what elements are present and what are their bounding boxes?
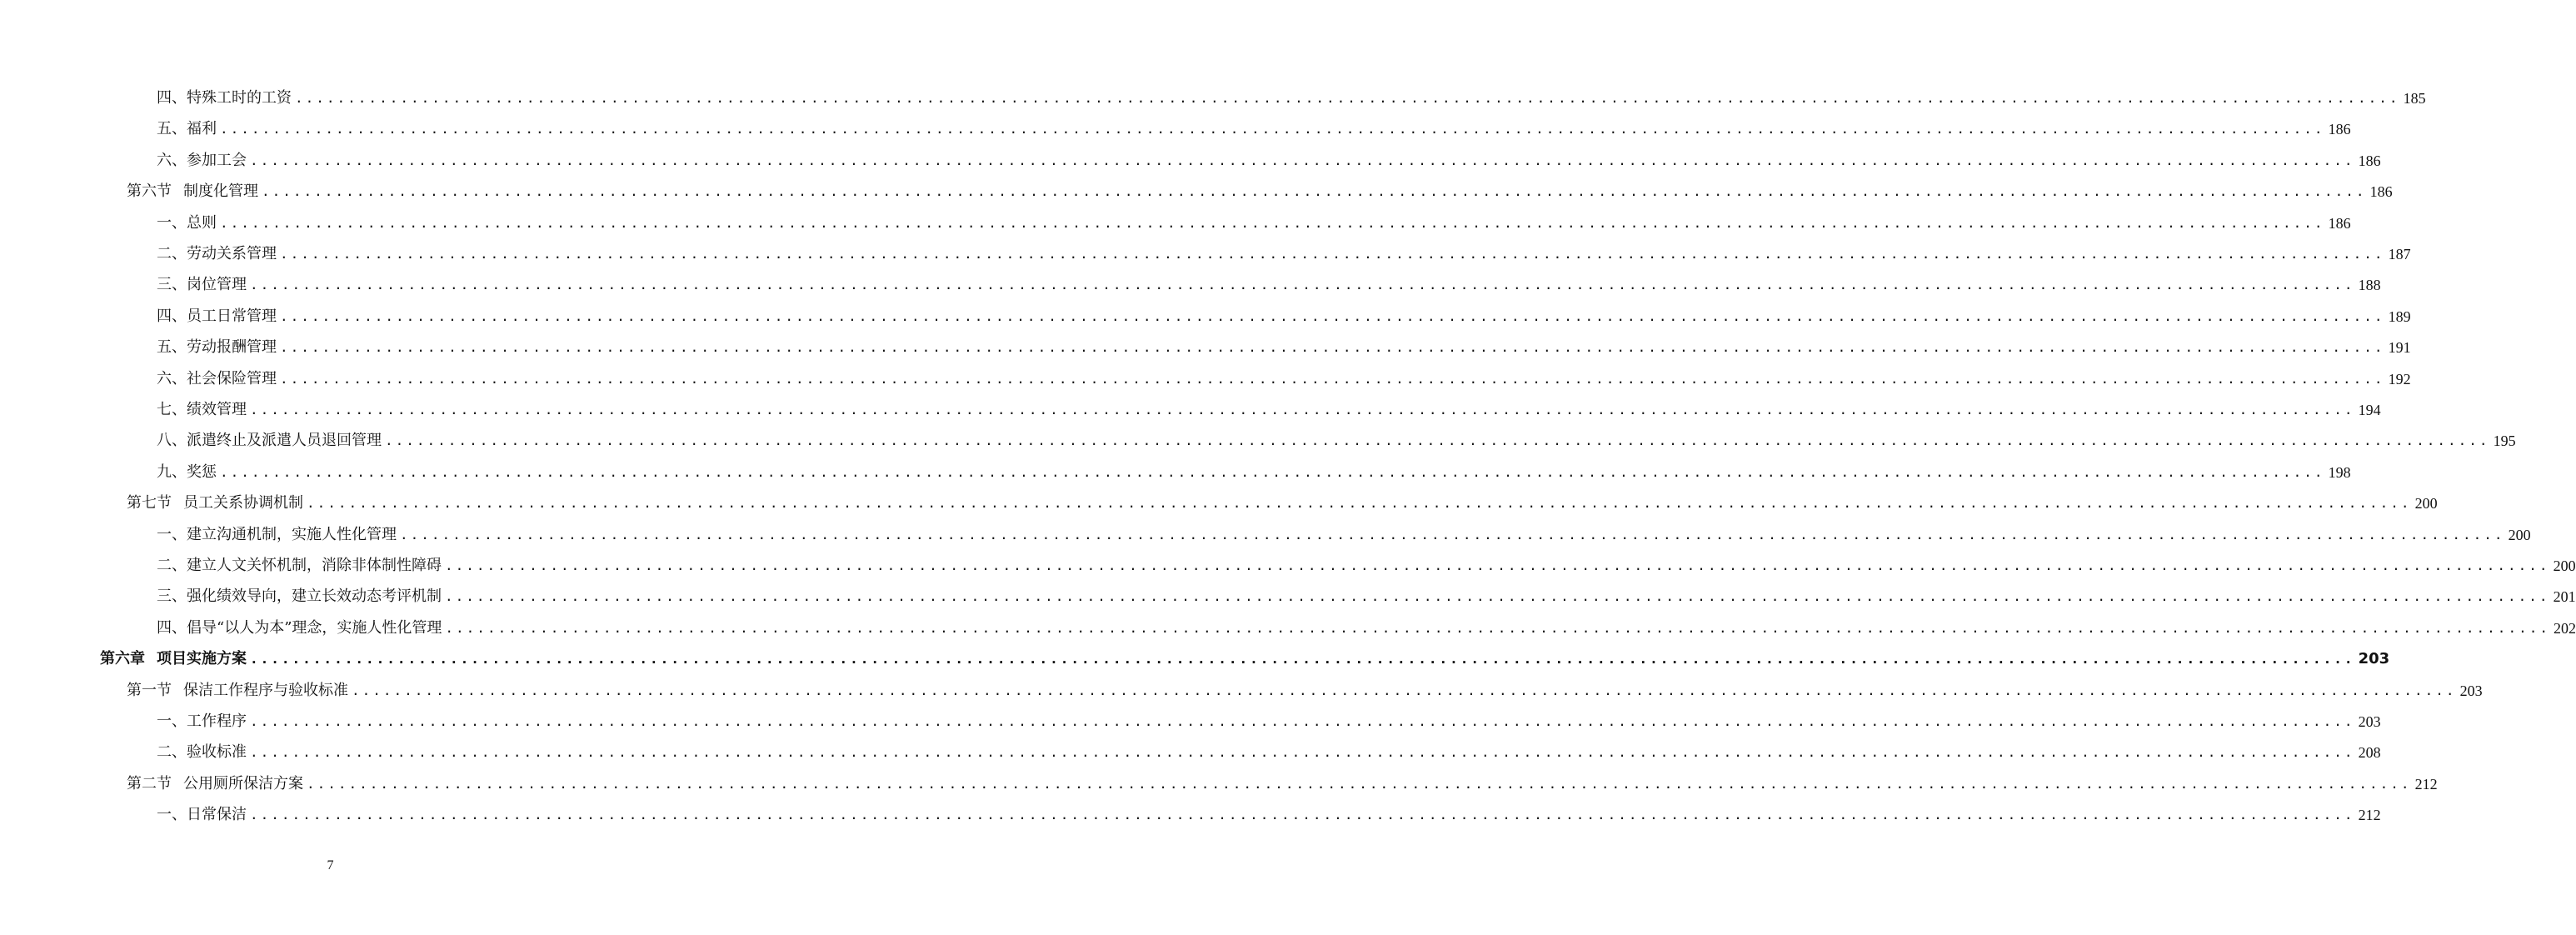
toc-entry-page-number: 198 xyxy=(2328,463,2351,481)
dot-leader: ........................................................................................................................................................................................................ xyxy=(250,744,2355,761)
toc-entry-page-number: 186 xyxy=(2328,214,2351,232)
dot-leader: ........................................................................................................................................................................................................ xyxy=(400,526,2505,542)
toc-item-row[interactable] xyxy=(157,210,2351,237)
toc-entry-label: 六、社会保险管理 xyxy=(157,369,277,388)
toc-entry-prefix: 第一节 xyxy=(127,681,172,699)
toc-entry-label: 制度化管理 xyxy=(183,182,258,201)
dot-leader: ........................................................................................................................................................................................................ xyxy=(250,651,2355,668)
toc-entry-page-number: 208 xyxy=(2358,744,2381,762)
toc-item-row[interactable] xyxy=(157,272,2381,298)
toc-item-row[interactable] xyxy=(157,708,2381,735)
toc-entry-prefix: 第六节 xyxy=(127,182,172,201)
toc-entry-title xyxy=(127,490,303,517)
toc-entry-label: 三、强化绩效导向，建立长效动态考评机制 xyxy=(157,588,442,606)
toc-entry-title xyxy=(157,552,442,579)
toc-entry-title xyxy=(157,241,277,268)
toc-item-row[interactable] xyxy=(157,583,2576,610)
toc-item-row[interactable] xyxy=(157,303,2411,330)
toc-entry-title xyxy=(157,397,247,423)
toc-entry-title xyxy=(157,615,442,642)
toc-entry-page-number: 212 xyxy=(2358,807,2381,824)
toc-entry-label: 六、参加工会 xyxy=(157,151,247,169)
dot-leader: ........................................................................................................................................................................................................ xyxy=(250,807,2355,823)
toc-item-row[interactable] xyxy=(157,428,2516,454)
dot-leader: ........................................................................................................................................................................................................ xyxy=(262,183,2367,200)
toc-entry-title xyxy=(127,678,348,704)
toc-entry-label: 公用厕所保洁方案 xyxy=(183,774,303,792)
toc-entry-label: 七、绩效管理 xyxy=(157,401,247,418)
toc-entry-page-number: 194 xyxy=(2358,402,2381,418)
toc-entry-page-number: 186 xyxy=(2328,121,2351,138)
dot-leader: ........................................................................................................................................................................................................ xyxy=(250,402,2355,418)
dot-leader: ........................................................................................................................................................................................................ xyxy=(445,619,2550,636)
dot-leader: ........................................................................................................................................................................................................ xyxy=(280,246,2385,262)
toc-entry-title xyxy=(157,210,217,237)
toc-item-row[interactable] xyxy=(157,366,2411,392)
page-number: 7 xyxy=(327,858,334,872)
toc-item-row[interactable] xyxy=(157,802,2381,828)
toc-entry-title xyxy=(157,272,247,298)
toc-entry-label: 四、特殊工时的工资 xyxy=(157,89,292,107)
toc-section-row[interactable] xyxy=(127,178,2393,205)
toc-entry-page-number: 186 xyxy=(2369,183,2393,201)
toc-item-row[interactable] xyxy=(157,334,2411,361)
dot-leader: ........................................................................................................................................................................................................ xyxy=(280,370,2385,387)
toc-entry-title xyxy=(157,522,397,548)
toc-entry-label: 二、验收标准 xyxy=(157,743,247,762)
toc-item-row[interactable] xyxy=(157,397,2381,423)
toc-item-row[interactable] xyxy=(157,615,2576,642)
toc-item-row[interactable] xyxy=(157,459,2351,486)
toc-entry-page-number: 189 xyxy=(2388,308,2411,325)
toc-entry-label: 八、派遣终止及派遣人员退回管理 xyxy=(157,432,382,450)
toc-entry-title xyxy=(157,148,247,174)
toc-entry-page-number: 186 xyxy=(2358,152,2381,169)
toc-item-row[interactable] xyxy=(157,552,2576,579)
toc-entry-title xyxy=(157,85,292,112)
toc-chapter-row[interactable] xyxy=(100,646,2390,672)
toc-entry-label: 员工关系协调机制 xyxy=(183,494,303,512)
dot-leader: ........................................................................................................................................................................................................ xyxy=(445,588,2550,605)
toc-entry-label: 三、岗位管理 xyxy=(157,276,247,294)
toc-entry-label: 四、倡导“以人为本”理念，实施人性化管理 xyxy=(157,618,442,637)
toc-entry-page-number: 191 xyxy=(2388,339,2411,357)
dot-leader: ........................................................................................................................................................................................................ xyxy=(220,214,2325,231)
toc-entry-label: 一、工作程序 xyxy=(157,712,247,730)
toc-entry-prefix: 第二节 xyxy=(127,774,172,792)
toc-item-row[interactable] xyxy=(157,148,2381,174)
toc-entry-page-number: 188 xyxy=(2358,277,2381,294)
toc-entry-prefix: 第六章 xyxy=(100,650,145,668)
dot-leader: ........................................................................................................................................................................................................ xyxy=(250,277,2355,293)
toc-section-row[interactable] xyxy=(127,678,2483,704)
toc-entry-page-number: 201 xyxy=(2553,588,2576,606)
dot-leader: ........................................................................................................................................................................................................ xyxy=(307,775,2412,792)
dot-leader: ........................................................................................................................................................................................................ xyxy=(445,558,2550,573)
toc-entry-page-number: 202 xyxy=(2553,619,2576,637)
toc-entry-label: 项目实施方案 xyxy=(157,650,247,668)
toc-section-row[interactable] xyxy=(127,490,2438,517)
dot-leader: ........................................................................................................................................................................................................ xyxy=(385,432,2490,449)
toc-entry-title xyxy=(157,708,247,735)
toc-entry-label: 九、奖惩 xyxy=(157,462,217,481)
toc-section-row[interactable] xyxy=(127,771,2438,798)
toc-item-row[interactable] xyxy=(157,116,2351,142)
toc-entry-title xyxy=(127,178,258,205)
toc-entry-page-number: 212 xyxy=(2414,775,2438,792)
toc-entry-page-number: 203 xyxy=(2459,682,2483,699)
toc-entry-page-number: 187 xyxy=(2388,246,2411,262)
toc-entry-title xyxy=(157,303,277,330)
toc-entry-label: 一、建立沟通机制，实施人性化管理 xyxy=(157,525,397,543)
dot-leader: ........................................................................................................................................................................................................ xyxy=(220,463,2325,480)
toc-entry-title xyxy=(157,583,442,610)
toc-entry-page-number: 200 xyxy=(2414,495,2438,512)
toc-entry-label: 二、劳动关系管理 xyxy=(157,245,277,262)
toc-entry-label: 一、日常保洁 xyxy=(157,806,247,824)
dot-leader: ........................................................................................................................................................................................................ xyxy=(307,495,2412,512)
toc-entry-page-number: 200 xyxy=(2553,558,2576,574)
toc-item-row[interactable] xyxy=(157,241,2411,268)
toc-entry-title xyxy=(100,646,247,672)
toc-entry-title xyxy=(157,366,277,392)
toc-entry-page-number: 200 xyxy=(2508,526,2531,543)
toc-entry-label: 保洁工作程序与验收标准 xyxy=(183,681,348,699)
toc-entry-page-number: 185 xyxy=(2403,90,2426,107)
toc-item-row[interactable] xyxy=(157,739,2381,766)
toc-entry-title xyxy=(157,116,217,142)
toc-entry-title xyxy=(157,459,217,486)
toc-entry-page-number: 203 xyxy=(2358,713,2381,730)
toc-entry-page-number: 192 xyxy=(2388,370,2411,388)
toc-entry-label: 五、劳动报酬管理 xyxy=(157,338,277,357)
toc-entry-page-number: 195 xyxy=(2493,432,2516,450)
toc-entry-title xyxy=(157,334,277,361)
dot-leader: ........................................................................................................................................................................................................ xyxy=(250,152,2355,168)
toc-entry-label: 二、建立人文关怀机制，消除非体制性障碍 xyxy=(157,557,442,574)
toc-entry-label: 四、员工日常管理 xyxy=(157,307,277,325)
toc-entry-title xyxy=(127,771,303,798)
toc-entry-label: 五、福利 xyxy=(157,120,217,138)
dot-leader: ........................................................................................................................................................................................................ xyxy=(352,682,2457,698)
toc-item-row[interactable] xyxy=(157,522,2531,548)
dot-leader: ........................................................................................................................................................................................................ xyxy=(280,308,2385,324)
dot-leader: ........................................................................................................................................................................................................ xyxy=(250,713,2355,729)
toc-entry-page-number: 203 xyxy=(2358,650,2390,668)
toc-entry-label: 一、总则 xyxy=(157,213,217,232)
toc-entry-title xyxy=(157,739,247,766)
dot-leader: ........................................................................................................................................................................................................ xyxy=(280,339,2385,356)
toc-entry-prefix: 第七节 xyxy=(127,494,172,512)
toc-item-row[interactable] xyxy=(157,85,2426,112)
dot-leader: ........................................................................................................................................................................................................ xyxy=(295,90,2400,106)
toc-entry-title xyxy=(157,428,382,454)
toc-entry-title xyxy=(157,802,247,828)
dot-leader: ........................................................................................................................................................................................................ xyxy=(220,121,2325,138)
